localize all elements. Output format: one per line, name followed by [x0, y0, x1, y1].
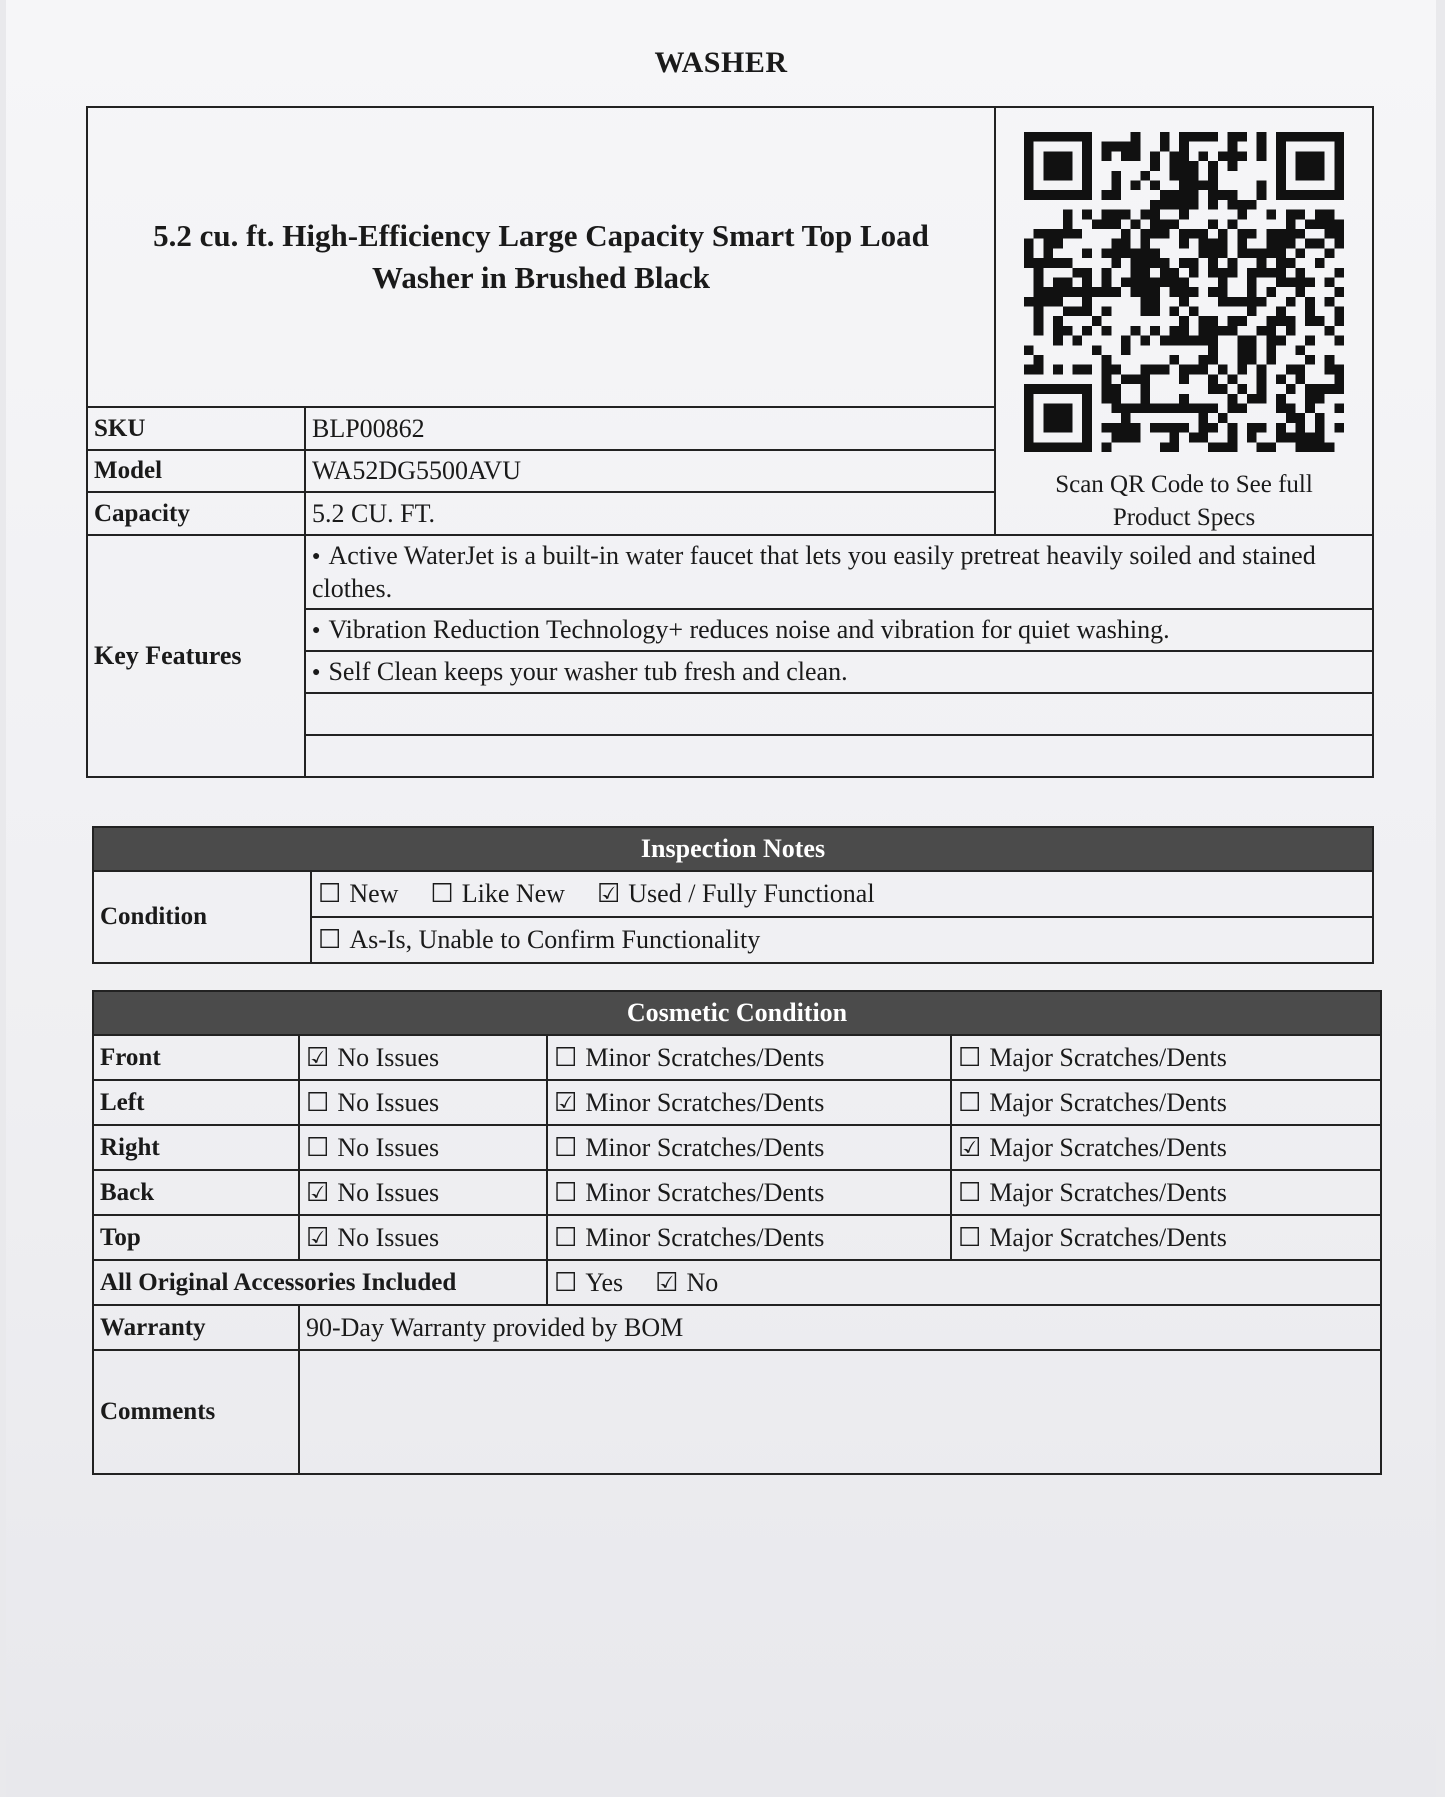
- qr-caption-line2: Product Specs: [1112, 504, 1256, 531]
- cosmetic-option[interactable]: [299, 1215, 547, 1260]
- cosmetic-row-label: Right: [93, 1125, 299, 1170]
- cosmetic-row-left: [93, 1080, 1381, 1125]
- accessories-label: All Original Accessories Included: [93, 1260, 547, 1305]
- qr-caption-line1: Scan QR Code to See full: [1055, 471, 1313, 498]
- condition-new[interactable]: ☐ New: [318, 879, 399, 908]
- checkbox-icon[interactable]: ☐: [306, 1132, 330, 1162]
- feature-item: [305, 535, 1373, 609]
- feature-item: [305, 609, 1373, 651]
- key-features-label: Key Features: [87, 535, 305, 777]
- model-label: Model: [87, 450, 305, 493]
- cosmetic-option[interactable]: [547, 1080, 951, 1125]
- product-title: [87, 107, 995, 407]
- cosmetic-row-back: [93, 1170, 1381, 1215]
- checkbox-icon[interactable]: ☐: [430, 879, 454, 908]
- checkbox-icon[interactable]: ☑: [306, 1042, 330, 1072]
- cosmetic-row-top: [93, 1215, 1381, 1260]
- inspection-header: Inspection Notes: [93, 827, 1373, 871]
- cosmetic-option[interactable]: [951, 1080, 1381, 1125]
- checkbox-icon[interactable]: ☐: [554, 1267, 578, 1297]
- cosmetic-option-label: Minor Scratches/Dents: [585, 1132, 825, 1162]
- cosmetic-option[interactable]: [547, 1125, 951, 1170]
- condition-label: Condition: [93, 871, 311, 963]
- product-title-line2: Washer in Brushed Black: [372, 260, 710, 296]
- cosmetic-header: Cosmetic Condition: [93, 991, 1381, 1035]
- cosmetic-option-label: No Issues: [337, 1132, 440, 1162]
- cosmetic-option[interactable]: [547, 1170, 951, 1215]
- checkbox-icon[interactable]: ☐: [958, 1177, 982, 1207]
- cosmetic-option[interactable]: [299, 1080, 547, 1125]
- accessories-options: [547, 1260, 1381, 1305]
- warranty-value: 90-Day Warranty provided by BOM: [299, 1305, 1381, 1350]
- feature-text-3: ● Self Clean keeps your washer tub fresh and clean.: [312, 657, 848, 686]
- cosmetic-option[interactable]: [299, 1170, 547, 1215]
- cosmetic-option[interactable]: [547, 1035, 951, 1080]
- accessories-no[interactable]: ☑ No: [655, 1267, 719, 1297]
- comments-label: Comments: [93, 1350, 299, 1474]
- cosmetic-row-front: [93, 1035, 1381, 1080]
- checkbox-icon[interactable]: ☑: [655, 1267, 679, 1297]
- cosmetic-option-label: No Issues: [337, 1177, 440, 1207]
- capacity-value: 5.2 CU. FT.: [305, 492, 995, 535]
- qr-caption: [1002, 468, 1366, 534]
- checkbox-icon[interactable]: ☑: [306, 1177, 330, 1207]
- cosmetic-row-right: [93, 1125, 1381, 1170]
- checkbox-icon[interactable]: ☑: [306, 1222, 330, 1252]
- cosmetic-option-label: No Issues: [337, 1042, 440, 1072]
- cosmetic-option-label: Major Scratches/Dents: [989, 1222, 1227, 1252]
- condition-like-new[interactable]: ☐ Like New: [430, 879, 565, 908]
- checkbox-icon[interactable]: ☐: [554, 1132, 578, 1162]
- qr-code-icon[interactable]: [1024, 132, 1344, 452]
- product-title-line1: 5.2 cu. ft. High-Efficiency Large Capacity Smart Top Load: [153, 218, 929, 254]
- cosmetic-option[interactable]: [299, 1035, 547, 1080]
- cosmetic-option[interactable]: [951, 1170, 1381, 1215]
- qr-cell: [995, 107, 1373, 535]
- condition-options-row2: [311, 917, 1373, 963]
- warranty-label: Warranty: [93, 1305, 299, 1350]
- feature-item-empty: [305, 735, 1373, 777]
- accessories-yes[interactable]: ☐ Yes: [554, 1267, 624, 1297]
- paper-sheet: [6, 0, 1436, 1797]
- product-table: [86, 106, 1374, 778]
- cosmetic-option[interactable]: [951, 1215, 1381, 1260]
- cosmetic-option[interactable]: [547, 1215, 951, 1260]
- cosmetic-row-label: Left: [93, 1080, 299, 1125]
- condition-used[interactable]: ☑ Used / Fully Functional: [596, 879, 875, 908]
- inspection-table: [92, 826, 1374, 964]
- checkbox-icon[interactable]: ☐: [554, 1042, 578, 1072]
- feature-item-empty: [305, 693, 1373, 735]
- cosmetic-option-label: Major Scratches/Dents: [989, 1042, 1227, 1072]
- feature-text-1: ● Active WaterJet is a built-in water faucet that lets you easily pretreat heavily soiled and stained clothes.: [312, 541, 1316, 603]
- cosmetic-option-label: Minor Scratches/Dents: [585, 1087, 825, 1117]
- cosmetic-option-label: Minor Scratches/Dents: [585, 1222, 825, 1252]
- cosmetic-option-label: Minor Scratches/Dents: [585, 1042, 825, 1072]
- sku-value: BLP00862: [305, 407, 995, 450]
- comments-field[interactable]: [299, 1350, 1381, 1474]
- cosmetic-option-label: Major Scratches/Dents: [989, 1177, 1227, 1207]
- cosmetic-option-label: Minor Scratches/Dents: [585, 1177, 825, 1207]
- cosmetic-option-label: No Issues: [337, 1087, 440, 1117]
- checkbox-icon[interactable]: ☑: [958, 1132, 982, 1162]
- cosmetic-row-label: Top: [93, 1215, 299, 1260]
- model-value: WA52DG5500AVU: [305, 450, 995, 493]
- checkbox-icon[interactable]: ☐: [958, 1222, 982, 1252]
- sku-label: SKU: [87, 407, 305, 450]
- cosmetic-option-label: Major Scratches/Dents: [989, 1132, 1227, 1162]
- checkbox-icon[interactable]: ☐: [554, 1177, 578, 1207]
- cosmetic-row-label: Back: [93, 1170, 299, 1215]
- checkbox-icon[interactable]: ☐: [958, 1087, 982, 1117]
- checkbox-icon[interactable]: ☑: [596, 879, 621, 908]
- cosmetic-option[interactable]: [951, 1125, 1381, 1170]
- cosmetic-option[interactable]: [299, 1125, 547, 1170]
- capacity-label: Capacity: [87, 492, 305, 535]
- condition-options-row1: [311, 871, 1373, 917]
- feature-text-2: ● Vibration Reduction Technology+ reduces noise and vibration for quiet washing.: [312, 615, 1170, 644]
- feature-item: [305, 651, 1373, 693]
- cosmetic-table: [92, 990, 1382, 1475]
- document-title: WASHER: [654, 46, 788, 79]
- cosmetic-option-label: Major Scratches/Dents: [989, 1087, 1227, 1117]
- checkbox-icon[interactable]: ☑: [554, 1087, 578, 1117]
- checkbox-icon[interactable]: ☐: [958, 1042, 982, 1072]
- cosmetic-row-label: Front: [93, 1035, 299, 1080]
- cosmetic-option-label: No Issues: [337, 1222, 440, 1252]
- checkbox-icon[interactable]: ☐: [318, 879, 342, 908]
- cosmetic-option[interactable]: [951, 1035, 1381, 1080]
- checkbox-icon[interactable]: ☐: [318, 925, 342, 954]
- condition-as-is[interactable]: ☐ As-Is, Unable to Confirm Functionality: [318, 925, 761, 954]
- checkbox-icon[interactable]: ☐: [306, 1087, 330, 1117]
- checkbox-icon[interactable]: ☐: [554, 1222, 578, 1252]
